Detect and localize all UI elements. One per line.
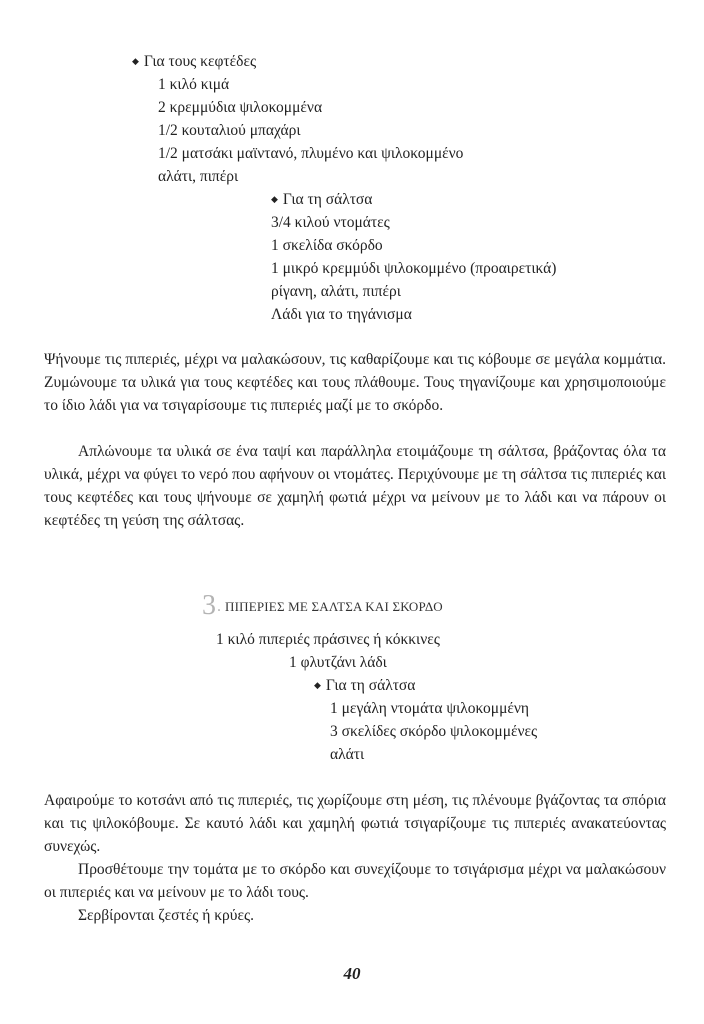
- recipe-number-dot: .: [217, 598, 221, 615]
- ingredient-item: 3/4 κιλού ντομάτες: [271, 214, 390, 231]
- ingredient-item: 1 μικρό κρεμμύδι ψιλοκομμένο (προαιρετικά): [271, 260, 557, 277]
- ingredient-item: 3 σκελίδες σκόρδο ψιλοκομμένες: [330, 723, 538, 740]
- method-paragraph: Ψήνουμε τις πιπεριές, μέχρι να μαλακώσουν, τις καθαρίζουμε και τις κόβουμε σε μεγάλα κομμάτια. Ζυμώνουμε τα υλικά για τους κεφτέδες και τους πλάθουμε. Τους τηγανίζουμε και χρησιμοποιούμε το ίδιο λάδι για να τσιγαρίσουμε τις πιπεριές μαζί με το σκόρδο.: [44, 351, 666, 414]
- recipe-title: [202, 590, 443, 622]
- ingredient-item: 1/2 κουταλιού μπαχάρι: [158, 122, 301, 139]
- method-paragraph: Αφαιρούμε το κοτσάνι από τις πιπεριές, τις χωρίζουμε στη μέση, τις πλένουμε βγάζοντας τα σπόρια και τις ψιλοκόβουμε. Σε καυτό λάδι και χαμηλή φωτιά τσιγαρίζουμε τις πιπεριές ανακατεύοντας συνεχώς.: [44, 792, 666, 855]
- method-paragraph: Προσθέτουμε την τομάτα με το σκόρδο και συνεχίζουμε το τσιγάρισμα μέχρι να μαλακώσουν οι πιπεριές και να μείνουν με το λάδι τους.: [44, 861, 666, 901]
- method-paragraph: Σερβίρονται ζεστές ή κρύες.: [78, 907, 254, 924]
- page-number: 40: [343, 964, 361, 983]
- ingredient-item: 1 μεγάλη ντομάτα ψιλοκομμένη: [330, 700, 530, 717]
- method-paragraph: Απλώνουμε τα υλικά σε ένα ταψί και παράλληλα ετοιμάζουμε τη σάλτσα, βράζοντας όλα τα υλικά, μέχρι να φύγει το νερό που αφήνουν οι ντομάτες. Περιχύνουμε με τη σάλτσα τις πιπεριές και τους κεφτέδες και τους ψήνουμε σε χαμηλή φωτιά μέχρι να μείνουν με το λάδι και να πάρουν οι κεφτέδες τη γεύση της σάλτσας.: [44, 443, 666, 529]
- ingredient-item: 2 κρεμμύδια ψιλοκομμένα: [158, 99, 323, 116]
- ingredient-item: 1 φλυτζάνι λάδι: [289, 654, 387, 671]
- recipe-number: 3: [202, 590, 216, 621]
- ingredient-item: αλάτι: [330, 746, 365, 763]
- meatballs-heading: ◆ Για τους κεφτέδες: [132, 50, 256, 75]
- ingredient-item: αλάτι, πιπέρι: [158, 168, 239, 185]
- ingredient-item: Λάδι για το τηγάνισμα: [271, 306, 412, 323]
- sauce-heading: ◆ Για τη σάλτσα: [271, 188, 372, 213]
- recipe-title-text: ΠΙΠΕΡΙΕΣ ΜΕ ΣΑΛΤΣΑ ΚΑΙ ΣΚΟΡΔΟ: [225, 599, 443, 614]
- sauce-heading: ◆ Για τη σάλτσα: [314, 674, 415, 699]
- ingredient-item: 1 σκελίδα σκόρδο: [271, 237, 383, 254]
- ingredient-item: 1 κιλό πιπεριές πράσινες ή κόκκινες: [216, 631, 440, 648]
- ingredient-item: 1/2 ματσάκι μαϊντανό, πλυμένο και ψιλοκομμένο: [158, 145, 464, 162]
- ingredient-item: ρίγανη, αλάτι, πιπέρι: [271, 283, 401, 300]
- ingredient-item: 1 κιλό κιμά: [158, 76, 230, 93]
